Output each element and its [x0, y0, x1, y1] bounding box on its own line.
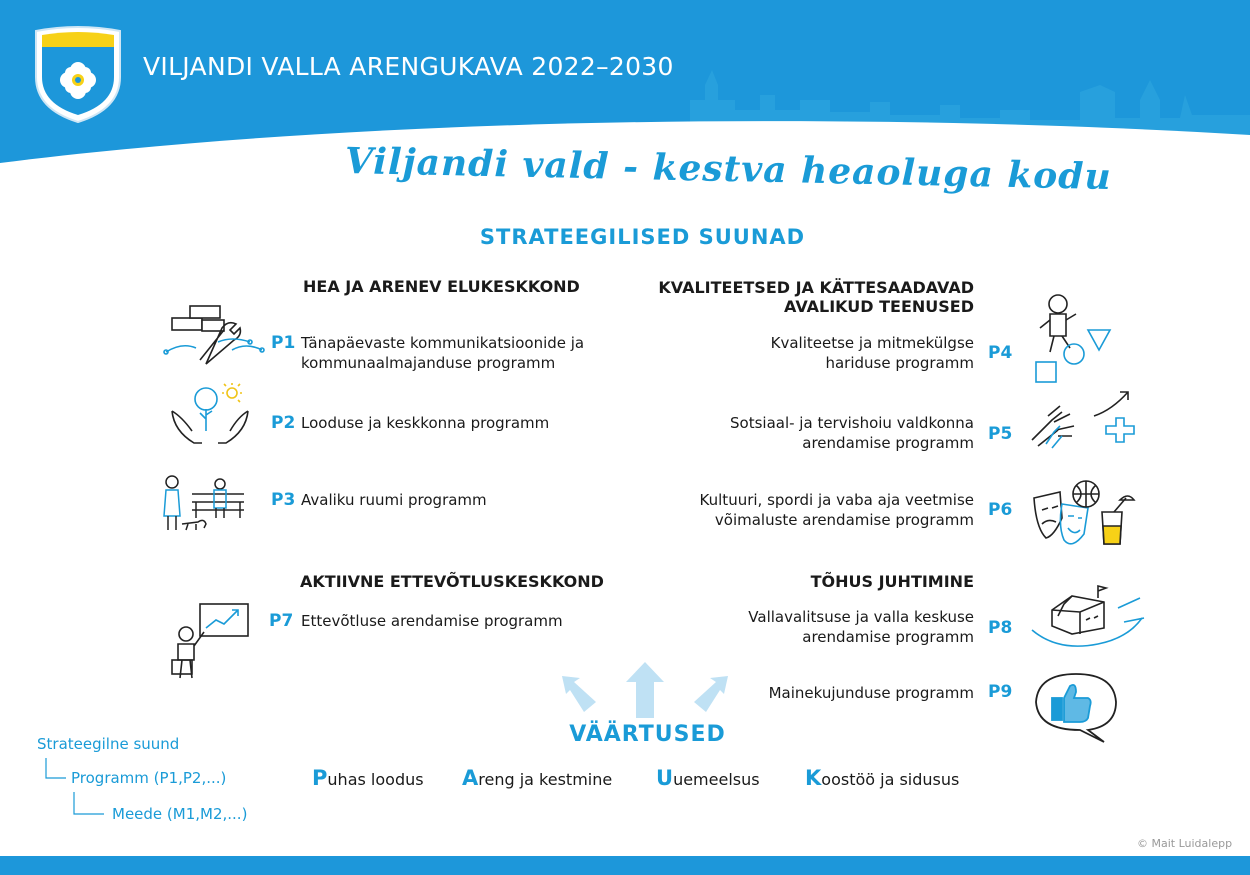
legend-level-program: Programm (P1,P2,...) — [71, 769, 227, 787]
program-text-p3 — [301, 490, 487, 510]
presenter-board-icon — [168, 598, 258, 680]
upward-arrows-graphic — [560, 660, 740, 724]
value-initial: P — [312, 766, 328, 790]
document-title: VILJANDI VALLA ARENGUKAVA 2022–2030 — [143, 52, 674, 81]
value-text: oostöö ja sidusus — [821, 770, 960, 789]
direction-title-public-services — [658, 278, 974, 316]
value-item — [312, 766, 424, 790]
value-item — [462, 766, 612, 790]
legend-level-measure: Meede (M1,M2,...) — [112, 805, 248, 823]
value-initial: U — [656, 766, 674, 790]
program-text-line: Ettevõtluse arendamise programm — [301, 612, 563, 630]
program-text-p1 — [301, 333, 584, 373]
program-text-line: Sotsiaal- ja tervishoiu valdkonna — [730, 414, 974, 432]
program-text-p4 — [771, 333, 974, 373]
program-text-line: Kultuuri, spordi ja vaba aja veetmise — [699, 491, 974, 509]
town-hall-icon — [1028, 582, 1146, 654]
legend-level-direction: Strateegilne suund — [37, 735, 180, 753]
program-code-p4: P4 — [988, 343, 1013, 363]
program-text-p9 — [769, 683, 974, 703]
value-text: reng ja kestmine — [478, 770, 613, 789]
program-text-line: hariduse programm — [825, 354, 974, 372]
masks-ball-icon — [1030, 478, 1140, 553]
direction-title-line: AVALIKUD TEENUSED — [784, 297, 974, 316]
program-text-line: arendamise programm — [802, 628, 974, 646]
child-shapes-icon — [1030, 290, 1115, 385]
program-code-p3: P3 — [271, 490, 296, 510]
value-item — [805, 766, 959, 790]
program-text-p8 — [748, 607, 974, 647]
motto-heading: Viljandi vald - kestva heaoluga kodu — [344, 140, 1113, 199]
footer-bar — [0, 856, 1250, 875]
program-text-line: Looduse ja keskkonna programm — [301, 414, 550, 432]
program-text-line: Vallavalitsuse ja valla keskuse — [748, 608, 974, 626]
direction-title-living-environment: HEA JA ARENEV ELUKESKKOND — [303, 277, 580, 296]
value-text: uemeelsus — [673, 770, 760, 789]
program-text-line: Kvaliteetse ja mitmekülgse — [770, 334, 974, 352]
program-text-line: Tänapäevaste kommunikatsioonide ja — [301, 334, 585, 352]
program-text-line: Avaliku ruumi programm — [301, 491, 487, 509]
program-text-line: Mainekujunduse programm — [768, 684, 974, 702]
program-text-p2 — [301, 413, 549, 433]
value-initial: A — [462, 766, 479, 790]
program-text-line: võimaluste arendamise programm — [714, 511, 974, 529]
program-code-p1: P1 — [271, 333, 296, 353]
program-code-p5: P5 — [988, 424, 1013, 444]
copyright-credit: © Mait Luidalepp — [1137, 837, 1233, 850]
values-title: VÄÄRTUSED — [569, 722, 726, 747]
park-bench-icon — [158, 472, 258, 534]
program-code-p2: P2 — [271, 413, 296, 433]
value-text: uhas loodus — [327, 770, 424, 789]
arrow-up-left-icon — [562, 676, 596, 712]
hands-tree-icon — [168, 381, 258, 449]
arrow-up-right-icon — [694, 676, 728, 712]
direction-title-governance: TÕHUS JUHTIMINE — [810, 572, 974, 591]
direction-title-business-environment: AKTIIVNE ETTEVÕTLUSKESKKOND — [300, 572, 604, 591]
bricks-wrench-icon — [162, 298, 272, 368]
program-text-line: kommunaalmajanduse programm — [301, 354, 556, 372]
program-code-p7: P7 — [269, 611, 294, 631]
program-code-p9: P9 — [988, 682, 1013, 702]
program-text-p5 — [730, 413, 974, 453]
program-text-p6 — [700, 490, 974, 530]
program-code-p6: P6 — [988, 500, 1013, 520]
arrow-up-icon — [626, 662, 664, 718]
hands-cross-icon — [1028, 386, 1138, 458]
direction-title-line: KVALITEETSED JA KÄTTESAADAVAD — [658, 278, 974, 297]
program-text-line: arendamise programm — [802, 434, 974, 452]
program-code-p8: P8 — [988, 618, 1013, 638]
coat-of-arms-icon — [32, 25, 124, 129]
value-initial: K — [805, 766, 822, 790]
value-item — [656, 766, 760, 790]
program-text-p7 — [301, 611, 563, 631]
strategic-directions-title: STRATEEGILISED SUUNAD — [479, 225, 806, 249]
